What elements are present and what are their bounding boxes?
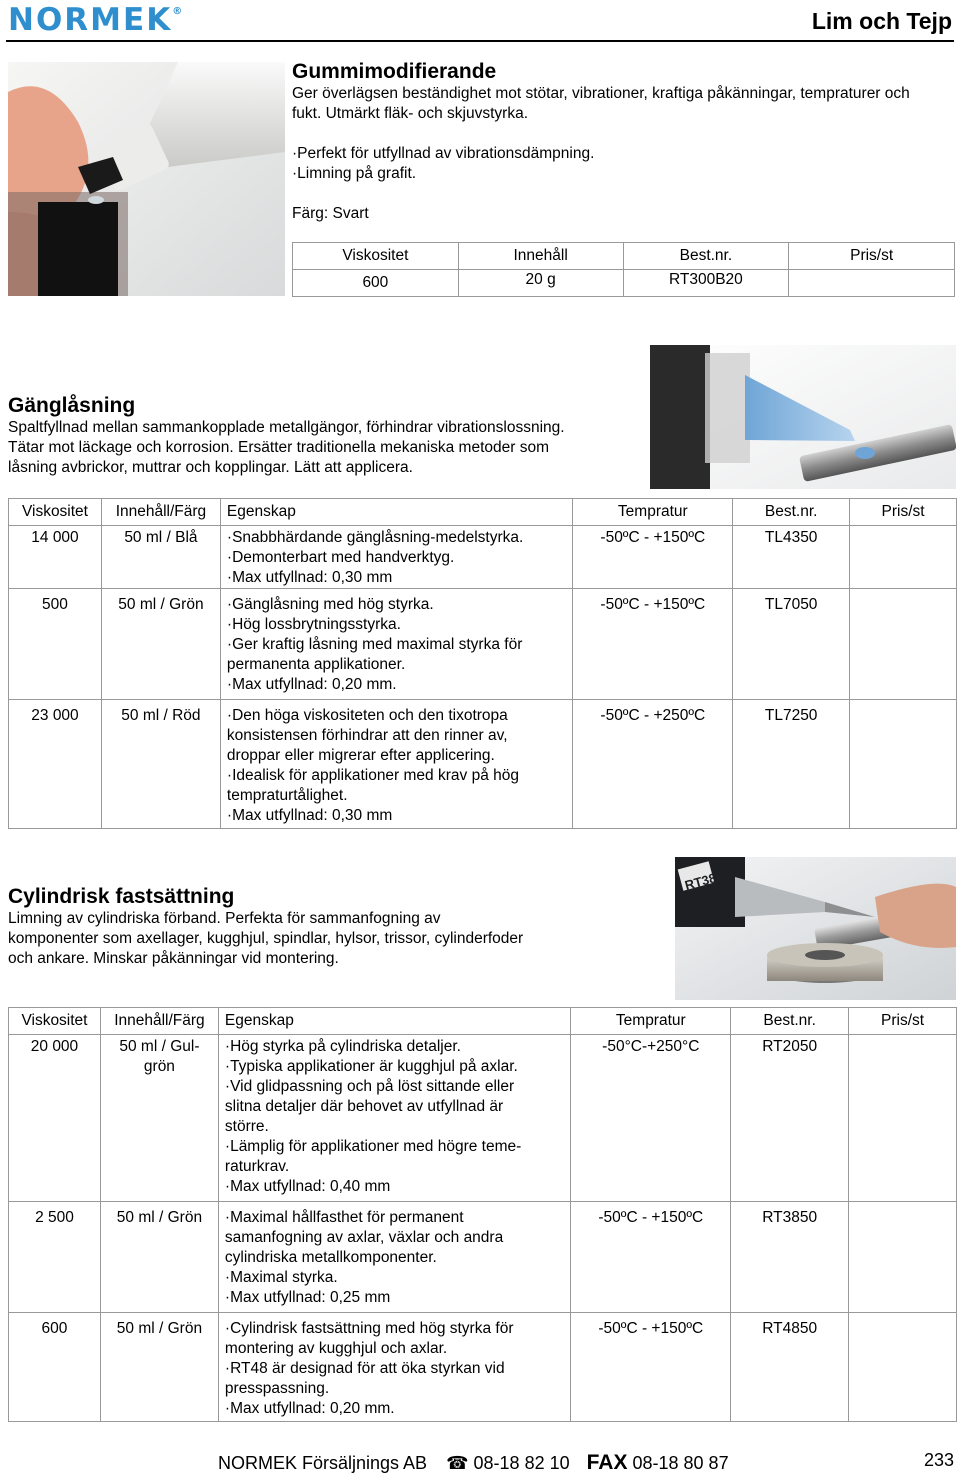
table-header: Best.nr. xyxy=(733,499,850,526)
page-category: Lim och Tejp xyxy=(811,8,952,34)
egenskap-line: ·Lämplig för applikationer med högre teme- xyxy=(224,1138,522,1155)
egenskap-line: montering av kugghjul och axlar. xyxy=(224,1340,448,1357)
egenskap-line: ·Demonterbart med handverktyg. xyxy=(226,549,455,566)
egenskap-line: ·Max utfyllnad: 0,30 mm xyxy=(226,569,393,586)
innehall-cell: 50 ml / Grön xyxy=(116,1209,203,1226)
viskositet-cell: 600 xyxy=(9,1313,101,1422)
table-header: Pris/st xyxy=(789,243,955,270)
egenskap-line: ·Hög styrka på cylindriska detaljer. xyxy=(224,1038,461,1055)
egenskap-line: ·Max utfyllnad: 0,20 mm. xyxy=(226,676,397,693)
egenskap-line: ·Snabbhärdande gänglåsning-medelstyrka. xyxy=(226,529,524,546)
cylindrisk-spec-table xyxy=(8,1007,957,1422)
viskositet-cell: 600 xyxy=(293,270,459,297)
egenskap-line: konsistensen förhindrar att den rinner av, xyxy=(226,727,508,744)
egenskap-line: ·Gänglåsning med hög styrka. xyxy=(226,596,434,613)
best-nr-cell: RT2050 xyxy=(731,1035,849,1202)
table-header: Egenskap xyxy=(218,1008,571,1035)
gummi-title: Gummimodifierande xyxy=(292,60,497,83)
gummi-product-photo xyxy=(8,62,285,296)
innehall-cell: 50 ml / Grön xyxy=(118,596,204,613)
egenskap-line: ·Typiska applikationer är kugghjul på axlar. xyxy=(224,1058,518,1075)
tempratur-cell: -50ºC - +150ºC xyxy=(573,526,733,589)
best-nr-cell: RT4850 xyxy=(731,1313,849,1422)
pris-cell xyxy=(850,700,957,829)
egenskap-line: ·Vid glidpassning och på löst sittande eller xyxy=(224,1078,515,1095)
table-row xyxy=(9,1313,957,1422)
gummi-bullet: ·Perfekt för utfyllnad av vibrationsdämpning. xyxy=(292,145,595,162)
table-header: Tempratur xyxy=(571,1008,731,1035)
footer-fax-label: FAX xyxy=(586,1451,628,1474)
viskositet-cell: 2 500 xyxy=(9,1202,101,1313)
footer-phone: 08-18 82 10 xyxy=(473,1453,570,1473)
table-row xyxy=(9,1202,957,1313)
innehall-cell: 50 ml / Röd xyxy=(121,707,201,724)
egenskap-line: permanenta applikationer. xyxy=(226,656,406,673)
egenskap-line: större. xyxy=(224,1118,269,1135)
table-header: Innehåll/Färg xyxy=(100,1008,218,1035)
footer-fax: 08-18 80 87 xyxy=(632,1453,729,1473)
table-header: Viskositet xyxy=(9,499,102,526)
tempratur-cell: -50ºC - +150ºC xyxy=(571,1313,731,1422)
table-header: Best.nr. xyxy=(623,243,789,270)
footer xyxy=(218,1451,729,1475)
cylindrisk-title: Cylindrisk fastsättning xyxy=(8,885,235,908)
egenskap-line: ·Ger kraftig låsning med maximal styrka för xyxy=(226,636,523,653)
table-row xyxy=(9,589,957,700)
table-header: Best.nr. xyxy=(731,1008,849,1035)
egenskap-line: ·RT48 är designad för att öka styrkan vid xyxy=(224,1360,505,1377)
page-number: 233 xyxy=(923,1450,954,1470)
normek-logo: NORMEK® xyxy=(8,2,183,38)
tempratur-cell: -50ºC - +150ºC xyxy=(573,589,733,700)
tempratur-cell: -50ºC - +150ºC xyxy=(571,1202,731,1313)
table-header: Innehåll/Färg xyxy=(101,499,220,526)
tempratur-cell: -50ºC - +250ºC xyxy=(573,700,733,829)
table-header: Viskositet xyxy=(9,1008,101,1035)
ganglasning-spec-table xyxy=(8,498,957,829)
pris-cell xyxy=(850,589,957,700)
tempratur-cell: -50°C-+250°C xyxy=(571,1035,731,1202)
table-header: Egenskap xyxy=(220,499,573,526)
gummi-bullet: ·Limning på grafit. xyxy=(292,165,417,182)
egenskap-line: ·Max utfyllnad: 0,40 mm xyxy=(224,1178,391,1195)
cylindrisk-product-photo xyxy=(675,857,956,1000)
ganglasning-title: Gänglåsning xyxy=(8,394,136,417)
ganglasning-desc-line: låsning avbrickor, muttrar och kopplingar. Lätt att applicera. xyxy=(8,459,413,476)
viskositet-cell: 14 000 xyxy=(9,526,102,589)
pris-cell xyxy=(849,1202,957,1313)
viskositet-cell: 20 000 xyxy=(9,1035,101,1202)
table-row xyxy=(9,700,957,829)
egenskap-line: cylindriska metallkomponenter. xyxy=(224,1249,437,1266)
best-nr-cell: TL7050 xyxy=(733,589,850,700)
egenskap-line: ·Max utfyllnad: 0,25 mm xyxy=(224,1289,391,1306)
cylindrisk-desc-line: och ankare. Minskar påkänningar vid montering. xyxy=(8,950,339,967)
pris-cell xyxy=(849,1035,957,1202)
best-nr-cell: RT3850 xyxy=(731,1202,849,1313)
innehall-cell: 20 g xyxy=(458,270,623,297)
innehall-line: 50 ml / Gul- xyxy=(119,1038,200,1055)
gummi-description: Ger överlägsen beständighet mot stötar, vibrationer, kraftiga påkänningar, tempraturer och fukt. Utmärkt fläk- och skjuvstyrka. xyxy=(292,85,910,122)
table-row xyxy=(9,1035,957,1202)
egenskap-line: ·Cylindrisk fastsättning med hög styrka för xyxy=(224,1320,514,1337)
table-header: Pris/st xyxy=(850,499,957,526)
best-nr-cell: TL4350 xyxy=(733,526,850,589)
egenskap-line: presspassning. xyxy=(224,1380,330,1397)
photo-bottle-label: RT38 xyxy=(683,870,718,893)
egenskap-line: droppar eller migrerar efter applicering. xyxy=(226,747,495,764)
egenskap-line: samanfogning av axlar, växlar och andra xyxy=(224,1229,504,1246)
viskositet-cell: 23 000 xyxy=(9,700,102,829)
table-row xyxy=(293,270,955,297)
egenskap-line: ·Idealisk för applikationer med krav på hög xyxy=(226,767,519,784)
egenskap-line: ·Maximal styrka. xyxy=(224,1269,338,1286)
gummi-spec-table xyxy=(292,242,955,297)
footer-company: NORMEK Försäljnings AB xyxy=(218,1453,428,1473)
innehall-cell: 50 ml / Blå xyxy=(124,529,198,546)
egenskap-line: ·Max utfyllnad: 0,30 mm xyxy=(226,807,393,824)
ganglasning-product-photo xyxy=(650,345,956,489)
pris-cell xyxy=(789,270,955,297)
innehall-cell: 50 ml / Grön xyxy=(116,1320,203,1337)
table-header: Pris/st xyxy=(849,1008,957,1035)
egenskap-line: tempraturtålighet. xyxy=(226,787,348,804)
table-header: Tempratur xyxy=(573,499,733,526)
pris-cell xyxy=(850,526,957,589)
ganglasning-desc-line: Spaltfyllnad mellan sammankopplade metallgängor, förhindrar vibrationslossning. xyxy=(8,419,565,436)
table-header: Viskositet xyxy=(293,243,459,270)
best-nr-cell: TL7250 xyxy=(733,700,850,829)
cylindrisk-desc-line: Limning av cylindriska förband. Perfekta för sammanfogning av xyxy=(8,910,441,927)
egenskap-line: raturkrav. xyxy=(224,1158,290,1175)
egenskap-line: ·Den höga viskositeten och den tixotropa xyxy=(226,707,508,724)
best-nr-cell: RT300B20 xyxy=(623,270,789,297)
egenskap-line: ·Maximal hållfasthet för permanent xyxy=(224,1209,464,1226)
viskositet-cell: 500 xyxy=(9,589,102,700)
ganglasning-desc-line: Tätar mot läckage och korrosion. Ersätter traditionella mekaniska metoder som xyxy=(8,439,550,456)
table-row xyxy=(9,526,957,589)
egenskap-line: ·Max utfyllnad: 0,20 mm. xyxy=(224,1400,395,1417)
innehall-line: grön xyxy=(143,1058,175,1075)
phone-icon: ☎ xyxy=(446,1453,469,1473)
gummi-color: Färg: Svart xyxy=(292,205,369,222)
header-rule xyxy=(6,40,954,42)
table-header: Innehåll xyxy=(458,243,623,270)
cylindrisk-desc-line: komponenter som axellager, kugghjul, spindlar, hylsor, trissor, cylinderfoder xyxy=(8,930,524,947)
egenskap-line: ·Hög lossbrytningsstyrka. xyxy=(226,616,401,633)
pris-cell xyxy=(849,1313,957,1422)
egenskap-line: slitna detaljer där behovet av utfyllnad är xyxy=(224,1098,504,1115)
